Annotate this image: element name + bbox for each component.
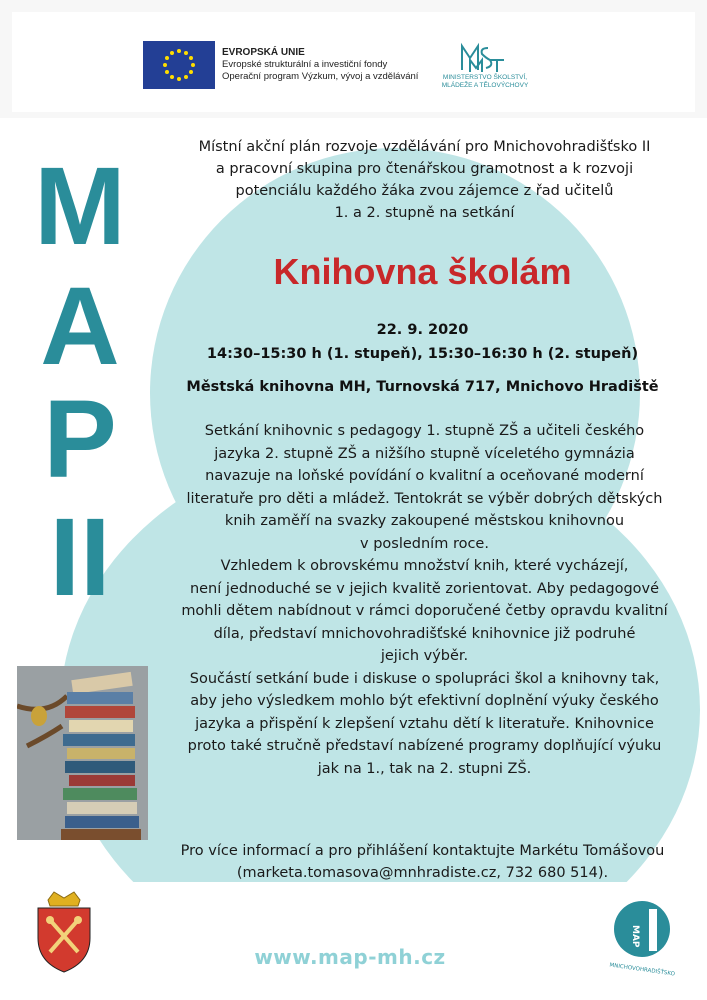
website-link[interactable]: www.map-mh.cz xyxy=(254,945,446,969)
books-image xyxy=(17,666,148,840)
contact-info xyxy=(150,840,695,884)
coat-of-arms-icon xyxy=(32,890,96,974)
map-logo-icon xyxy=(605,895,679,979)
event-description xyxy=(152,420,697,780)
body-line: jak na 1., tak na 2. stupni ZŠ. xyxy=(317,760,532,777)
msmt-line-2: MLÁDEŽE A TĚLOVÝCHOVY xyxy=(441,82,529,89)
body-line: Setkání knihovnic s pedagogy 1. stupně ZŠ a učiteli českého xyxy=(204,423,645,439)
side-letter-a: A xyxy=(40,265,120,388)
body-line: jejich výběr. xyxy=(380,648,469,664)
event-date: 22. 9. 2020 xyxy=(376,322,469,338)
footer-band xyxy=(0,882,707,1000)
body-line: aby jeho výsledkem mohlo být efektivní doplnění výuky českého xyxy=(190,693,659,709)
intro-line: Místní akční plán rozvoje vzdělávání pro Mnichovohradišťsko II xyxy=(198,139,651,155)
body-line: Součástí setkání bude i diskuse o spolupráci škol a knihovny tak, xyxy=(189,670,660,687)
eu-program: Operační program Výzkum, vývoj a vzdělávání xyxy=(222,71,419,82)
body-line: v posledním roce. xyxy=(360,535,489,552)
body-line: Vzhledem k obrovskému množství knih, které vycházejí, xyxy=(220,558,629,574)
body-line: proto také stručně představí nabízené programy doplňující výuku xyxy=(187,738,662,754)
contact-line-2[interactable]: (marketa.tomasova@mnhradiste.cz, 732 680 514). xyxy=(236,865,609,881)
body-line: literatuře pro děti a mládež. Tentokrát se výběr dobrých dětských xyxy=(186,490,663,507)
eu-funding-text xyxy=(222,47,418,83)
eu-title: EVROPSKÁ UNIE xyxy=(222,47,305,58)
msmt-text xyxy=(430,74,540,90)
map-logo-sub: MNICHOVOHRADIŠŤSKO xyxy=(609,962,676,978)
contact-line-1: Pro více informací a pro přihlášení kontaktujte Markétu Tomášovou xyxy=(180,843,665,859)
event-venue: Městská knihovna MH, Turnovská 717, Mnichovo Hradiště xyxy=(186,379,659,395)
body-line: knih zaměří na svazky zakoupené městskou knihovnou xyxy=(224,513,625,529)
body-line: jazyka a přispění k zlepšení vztahu dětí k literatuře. Knihovnice xyxy=(195,715,654,732)
eu-flag-icon xyxy=(143,41,215,89)
map-logo-text: MAP xyxy=(630,925,640,948)
side-letter-ii: II xyxy=(49,496,111,619)
event-time: 14:30–15:30 h (1. stupeň), 15:30–16:30 h (2. stupeň) xyxy=(206,346,639,362)
body-line: není jednoduché se v jejich kvalitě zorientovat. Aby pedagogové xyxy=(189,580,660,597)
intro-line: potenciálu každého žáka zvou zájemce z řad učitelů xyxy=(235,183,614,199)
intro-line: a pracovní skupina pro čtenářskou gramotnost a k rozvoji xyxy=(215,161,634,177)
intro-line: 1. a 2. stupně na setkání xyxy=(334,205,515,221)
body-line: mohli dětem nabídnout v rámci doporučené četby opravdu kvalitní xyxy=(181,603,668,619)
side-letter-m: M xyxy=(34,145,126,268)
body-line: jazyka 2. stupně ZŠ a nižšího stupně víceletého gymnázia xyxy=(214,445,635,462)
eu-subtitle: Evropské strukturální a investiční fondy xyxy=(222,59,388,70)
body-line: díla, představí mnichovohradišťské knihovnice již podruhé xyxy=(213,625,636,642)
intro-text xyxy=(152,136,697,224)
event-title: Knihovna školám xyxy=(273,251,572,292)
side-letter-p: P xyxy=(43,378,117,501)
msmt-line-1: MINISTERSTVO ŠKOLSTVÍ, xyxy=(442,74,528,81)
body-line: navazuje na loňské povídání o kvalitní a oceňované moderní xyxy=(205,468,644,484)
